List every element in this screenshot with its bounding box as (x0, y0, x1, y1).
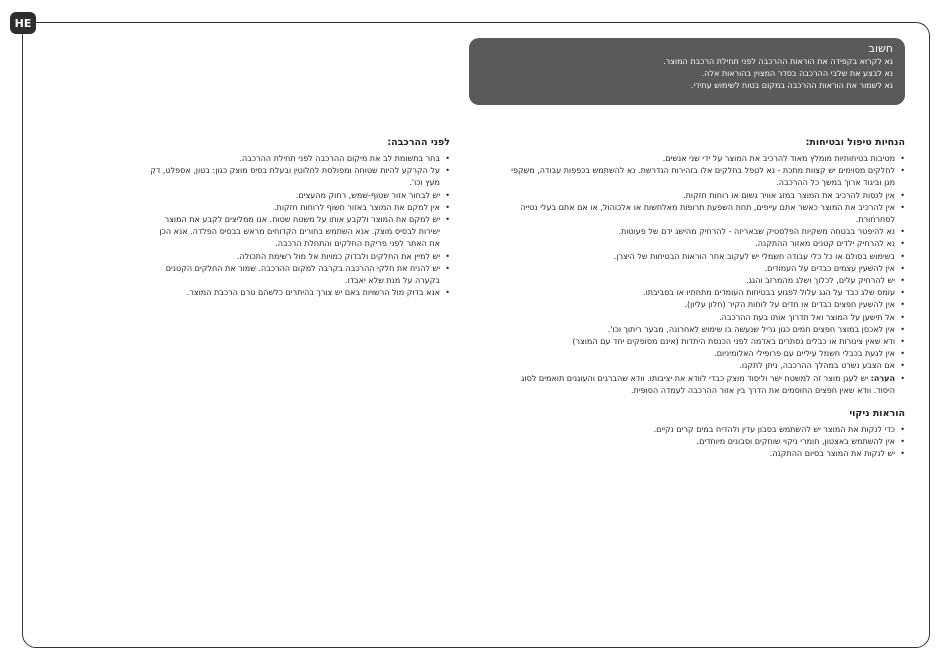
before-assembly-item: • יש למקם את המוצר ולקבע אותו על משטח שטוח. אנו ממליצים לקבע את המוצר ישירות לבסיס מוצק. אנא השתמש בחורים הקדוחים מראש בבסיס הפלדה. אנא הכן את האתר לפני פריקת החלקים והתחלת הרכבה. (150, 214, 440, 251)
safety-list (498, 153, 905, 397)
important-line: נא לבצע את שלבי ההרכבה בסדר המצוין בהוראות אלה. (701, 69, 893, 78)
safety-item: • אם הצבע נשרט במהלך ההרכבה, ניתן לתקנו. (498, 360, 895, 372)
before-assembly-item: • יש למיין את החלקים ולבדוק כמויות אל מול רשימת התכולה. (150, 251, 440, 263)
safety-item: • אין לאכסן במוצר חפצים חמים כגון גריל שנעשה בו שימוש לאחרונה, מבער ריתוך וכו'. (498, 324, 895, 336)
before-assembly-item: • בחר בתשומת לב את מיקום ההרכבה לפני תחילת ההרכבה. (150, 153, 440, 165)
important-line: נא לקרוא בקפידה את הוראות ההרכבה לפני תחילת הרכבת המוצר. (663, 57, 893, 66)
before-assembly-item: • אנא בדוק מול הרשויות באם יש צורך בהיתרים כלשהם טרם הרכבת המוצר. (150, 287, 440, 299)
safety-item: • יש להרחיק עלים, לכלוך ושלג מהמרזב והגג. (498, 275, 895, 287)
safety-item: • אין להשעין עצמים כבדים על העמודים. (498, 263, 895, 275)
language-badge: HE (10, 12, 36, 34)
cleaning-title: הוראות ניקוי (849, 408, 905, 420)
safety-item: • ודא שאין צינורות או כבלים נסתרים באדמה לפני הכנסת היתדות (אינם מסופקים יחד עם המוצר) (498, 336, 895, 348)
safety-item: • לחלקים מסוימים יש קצוות מתכת - נא לטפל בחלקים אלו בזהירות הנדרשת. נא להשתמש בכפפות עבודה, משקפי מגן וביגוד ארוך במשך כל ההרכבה. (498, 165, 895, 189)
safety-item: • מטיבות בטיחותיות מומלץ מאוד להרכיב את המוצר על ידי שני אנשים. (498, 153, 895, 165)
important-line: נא לשמור את הוראות ההרכבה במקום בטוח לשימוש עתידי. (690, 81, 893, 90)
safety-title: הנחיות טיפול ובטיחות: (805, 137, 905, 148)
safety-item: • בשימוש בסולם או כל כלי עבודה חשמלי יש לעקוב אחר הוראות הבטיחות של היצרן. (498, 251, 895, 263)
safety-item: • נא להיפטר בבטחה משקיות הפלסטיק שבאריזה - להרחיק מהישג ידם של פעוטות. (498, 226, 895, 238)
safety-item: • אין להרכיב את המוצר כאשר אתם עייפים, תחת השפעת תרופות מאלחשות או אלכוהול, או אם אתם בעלי נטייה לסחרחורת. (498, 202, 895, 226)
safety-item: • אין להשעין חפצים כבדים או חדים על לוחות הקיר (חלון עליון). (498, 299, 895, 311)
note-label: הערה: (870, 373, 895, 383)
before-assembly-item: • על הקרקע להיות שטוחה ומפולסת לחלוטין ובעלת בסיס מוצק כגון: בטון, אספלט, דק מעץ וכו'. (150, 165, 440, 189)
cleaning-item: • כדי לנקות את המוצר יש להשתמש בסבון עדין ולהדיח במים קרים נקיים. (498, 424, 895, 436)
before-assembly-item: • יש לבחור אזור שטוף-שמש, רחוק מהעצים. (150, 190, 440, 202)
before-assembly-item: • אין למקם את המוצר באזור חשוף לרוחות חזקות. (150, 202, 440, 214)
right-column (498, 134, 905, 461)
important-title: חשוב (868, 42, 893, 55)
before-assembly-title: לפני ההרכבה: (387, 137, 450, 148)
note-text: יש לעגן מוצר זה למשטח ישר וליסוד מוצק כבדי לוודא את יציבותו. וודא שהברגים והעוגנים תואמים לסוג היסוד. וודא שאין חפצים החוסמים את הדרך בין אזור ההרכבה לעמדה הסופית. (521, 373, 895, 395)
safety-item: • אין לגעת בכבלי חשמל עיליים עם פרופילי האלומיניום. (498, 348, 895, 360)
safety-item: • אין לנסות להרכיב את המוצר במזג אוויר גשום או רוחות חזקות. (498, 190, 895, 202)
cleaning-item: • יש לנקות את המוצר בסיום ההתקנה. (498, 448, 895, 460)
safety-item: • עומס שלג כבד על הגג עלול לפגוע בבטיחות העומדים מתחתיו או בסביבתו. (498, 287, 895, 299)
before-assembly-item: • יש להניח את חלקי ההרכבה בקרבה למקום ההרכבה. שמור את החלקים הקטנים בקערה על מנת שלא יאבדו. (150, 263, 440, 287)
left-column (150, 134, 450, 299)
cleaning-list (498, 424, 905, 461)
cleaning-item: • אין להשתמש באצטון, חומרי ניקוי שוחקים וסבונים מיוחדים. (498, 436, 895, 448)
before-assembly-list (150, 153, 450, 299)
safety-item: • נא להרחיק ילדים קטנים מאזור ההתקנה. (498, 238, 895, 250)
safety-item: • אל תישען על המוצר ואל תדרוך אותו בעת ההרכבה. (498, 312, 895, 324)
important-box (469, 38, 905, 105)
safety-note (498, 373, 895, 397)
